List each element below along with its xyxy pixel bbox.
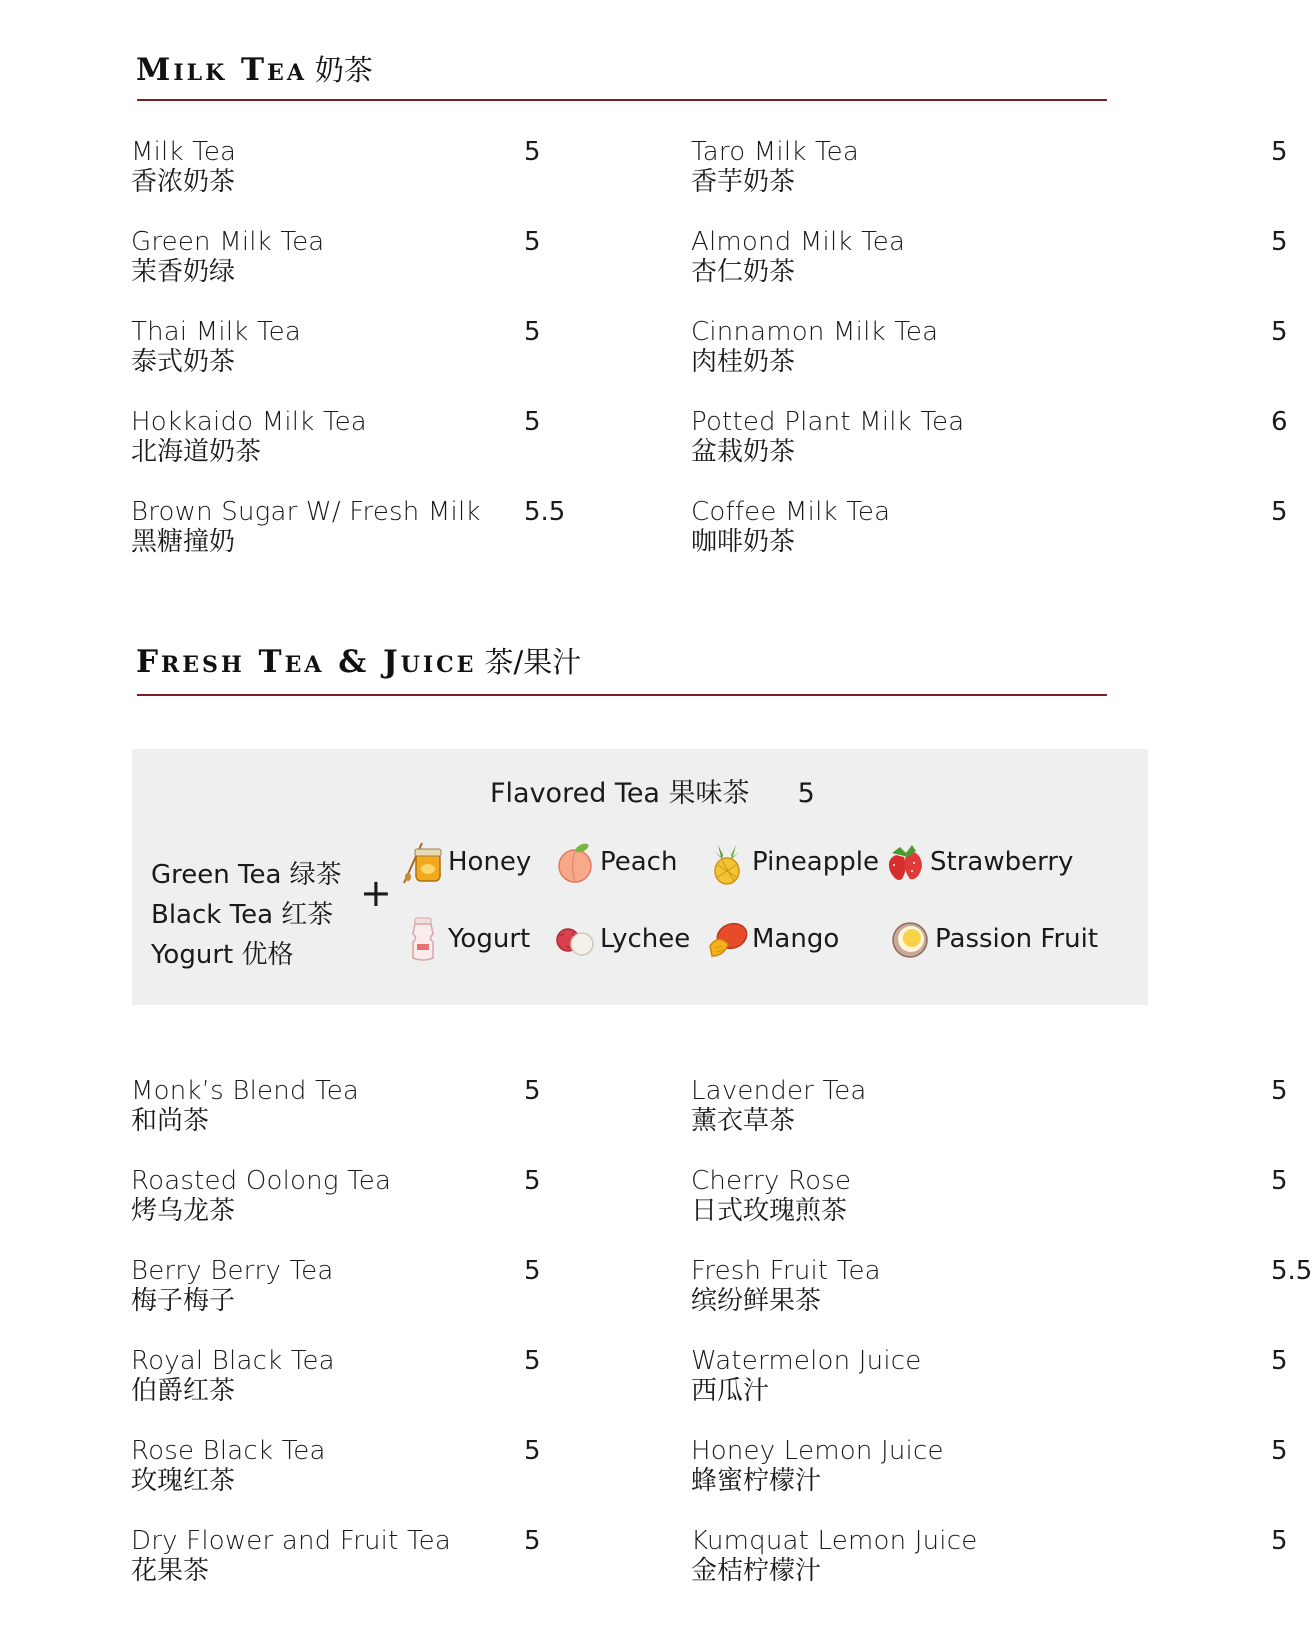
menu-item	[131, 1166, 651, 1256]
item-name-cn: 伯爵红茶	[131, 1376, 236, 1406]
item-name-cn: 缤纷鲜果茶	[691, 1286, 822, 1316]
item-price: 5	[524, 407, 541, 437]
peach-icon	[552, 839, 598, 885]
menu-item	[691, 1436, 1288, 1526]
flavor-label: Honey	[448, 847, 532, 877]
milk-tea-heading	[136, 48, 373, 89]
item-name: Berry Berry Tea	[131, 1256, 334, 1286]
item-price: 5	[1271, 227, 1288, 257]
flavor-label: Strawberry	[930, 847, 1074, 877]
flavor-yogurt	[400, 916, 530, 956]
item-name-cn: 茉香奶绿	[131, 257, 236, 287]
passion-fruit-icon	[887, 916, 933, 962]
item-name-cn: 和尚茶	[131, 1106, 210, 1136]
flavored-tea-price: 5	[797, 778, 815, 809]
strawberry-icon	[882, 839, 928, 885]
flavor-strawberry	[882, 839, 1073, 879]
item-name: Cinnamon Milk Tea	[691, 317, 939, 347]
flavor-label: Peach	[600, 847, 678, 877]
item-name: Brown Sugar W/ Fresh Milk	[131, 497, 481, 527]
menu-item	[131, 497, 651, 587]
menu-item	[131, 407, 651, 497]
menu-item	[131, 227, 651, 317]
menu-item	[691, 1526, 1288, 1616]
milk-tea-left-column	[131, 137, 651, 587]
item-name: Green Milk Tea	[131, 227, 325, 257]
item-price: 6	[1271, 407, 1288, 437]
menu-item	[691, 1256, 1312, 1346]
item-price: 5	[1271, 497, 1288, 527]
item-name: Potted Plant Milk Tea	[691, 407, 965, 437]
item-name-cn: 香浓奶茶	[131, 167, 236, 197]
flavor-lychee	[552, 916, 690, 956]
flavor-pineapple	[704, 839, 879, 879]
fresh-tea-heading	[136, 640, 581, 681]
item-name-cn: 烤乌龙茶	[131, 1196, 236, 1226]
tea-base-option: Black Tea 红茶	[151, 900, 334, 930]
item-name: Kumquat Lemon Juice	[691, 1526, 978, 1556]
item-name-cn: 泰式奶茶	[131, 347, 236, 377]
item-price: 5	[524, 1436, 541, 1466]
fresh-tea-divider	[137, 694, 1107, 696]
item-price: 5	[1271, 137, 1288, 167]
item-name-cn: 香芋奶茶	[691, 167, 796, 197]
item-name: Milk Tea	[131, 137, 237, 167]
fresh-tea-right-column	[691, 1076, 1312, 1616]
item-name: Dry Flower and Fruit Tea	[131, 1526, 451, 1556]
item-price: 5	[524, 1076, 541, 1106]
item-price: 5	[524, 227, 541, 257]
menu-item	[131, 1256, 651, 1346]
fresh-tea-title-en: Fresh Tea & Juice	[136, 644, 477, 680]
fresh-tea-left-column	[131, 1076, 651, 1616]
flavor-label: Mango	[752, 924, 840, 954]
item-price: 5	[1271, 1436, 1288, 1466]
item-name-cn: 金桔柠檬汁	[691, 1556, 822, 1586]
menu-item	[691, 1166, 1288, 1256]
menu-item	[131, 1526, 651, 1616]
item-name-cn: 蜂蜜柠檬汁	[691, 1466, 822, 1496]
menu-item	[691, 137, 1288, 227]
item-name: Royal Black Tea	[131, 1346, 335, 1376]
milk-tea-title-cn: 奶茶	[314, 53, 373, 87]
item-name: Roasted Oolong Tea	[131, 1166, 392, 1196]
item-name: Fresh Fruit Tea	[691, 1256, 881, 1286]
item-name-cn: 梅子梅子	[131, 1286, 236, 1316]
item-price: 5	[1271, 317, 1288, 347]
flavored-tea-panel	[132, 749, 1148, 1005]
item-name-cn: 玫瑰红茶	[131, 1466, 236, 1496]
menu-item	[131, 1436, 651, 1526]
flavor-passion-fruit	[887, 916, 1098, 956]
item-price: 5	[1271, 1346, 1288, 1376]
item-name: Watermelon Juice	[691, 1346, 922, 1376]
honey-jar-icon	[400, 839, 446, 885]
menu-item	[691, 407, 1288, 497]
fresh-tea-title-cn: 茶/果汁	[484, 645, 582, 679]
flavored-tea-title	[490, 771, 815, 810]
tea-base-list	[151, 855, 342, 975]
flavored-tea-label: Flavored Tea 果味茶	[490, 778, 750, 809]
item-price: 5.5	[1271, 1256, 1312, 1286]
flavor-label: Passion Fruit	[935, 924, 1099, 954]
menu-item	[691, 227, 1288, 317]
flavor-label: Yogurt	[448, 924, 531, 954]
item-name-cn: 肉桂奶茶	[691, 347, 796, 377]
item-price: 5	[524, 1346, 541, 1376]
item-name: Monk’s Blend Tea	[131, 1076, 360, 1106]
flavor-label: Lychee	[600, 924, 691, 954]
pineapple-icon	[704, 839, 750, 885]
mango-icon	[704, 916, 750, 962]
item-name: Lavender Tea	[691, 1076, 867, 1106]
menu-item	[691, 317, 1288, 407]
tea-base-option: Yogurt 优格	[151, 940, 294, 970]
menu-item	[691, 1346, 1288, 1436]
item-name: Taro Milk Tea	[691, 137, 859, 167]
tea-base-option: Green Tea 绿茶	[151, 860, 342, 890]
plus-icon: +	[360, 871, 392, 915]
flavor-mango	[704, 916, 839, 956]
item-price: 5	[1271, 1526, 1288, 1556]
item-name-cn: 杏仁奶茶	[691, 257, 796, 287]
item-name-cn: 日式玫瑰煎茶	[691, 1196, 848, 1226]
item-name: Cherry Rose	[691, 1166, 852, 1196]
item-price: 5	[1271, 1166, 1288, 1196]
flavor-peach	[552, 839, 677, 879]
item-name-cn: 咖啡奶茶	[691, 527, 796, 557]
item-name: Almond Milk Tea	[691, 227, 906, 257]
milk-tea-divider	[137, 99, 1107, 101]
item-price: 5	[524, 137, 541, 167]
item-name-cn: 盆栽奶茶	[691, 437, 796, 467]
menu-item	[691, 497, 1288, 587]
item-name: Hokkaido Milk Tea	[131, 407, 367, 437]
item-price: 5	[1271, 1076, 1288, 1106]
menu-item	[691, 1076, 1288, 1166]
item-name: Thai Milk Tea	[131, 317, 301, 347]
flavor-honey	[400, 839, 531, 879]
milk-tea-right-column	[691, 137, 1288, 587]
item-name-cn: 黑糖撞奶	[131, 527, 236, 557]
item-price: 5	[524, 317, 541, 347]
item-name-cn: 花果茶	[131, 1556, 210, 1586]
item-price: 5	[524, 1256, 541, 1286]
item-name: Coffee Milk Tea	[691, 497, 891, 527]
item-price: 5	[524, 1526, 541, 1556]
flavor-label: Pineapple	[752, 847, 879, 877]
yogurt-bottle-icon	[400, 916, 446, 962]
menu-item	[131, 1346, 651, 1436]
item-name-cn: 西瓜汁	[691, 1376, 770, 1406]
menu-item	[131, 1076, 651, 1166]
item-name: Honey Lemon Juice	[691, 1436, 944, 1466]
item-name-cn: 北海道奶茶	[131, 437, 262, 467]
item-name-cn: 薰衣草茶	[691, 1106, 796, 1136]
item-price: 5	[524, 1166, 541, 1196]
menu-item	[131, 317, 651, 407]
item-price: 5.5	[524, 497, 566, 527]
milk-tea-title-en: Milk Tea	[136, 52, 307, 88]
menu-item	[131, 137, 651, 227]
lychee-icon	[552, 916, 598, 962]
item-name: Rose Black Tea	[131, 1436, 326, 1466]
